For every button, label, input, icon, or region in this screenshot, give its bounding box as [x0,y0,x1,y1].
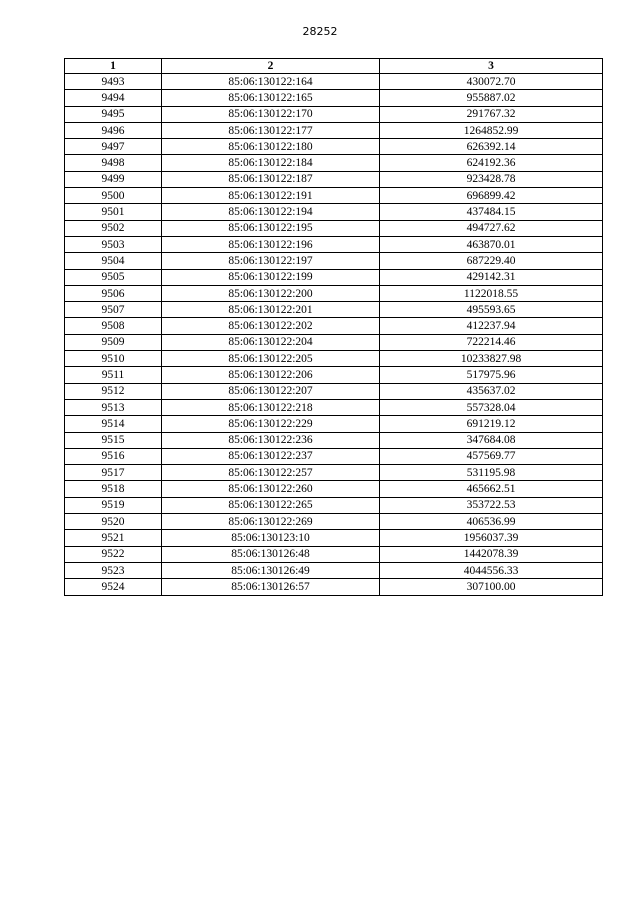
value-cell: 429142.31 [380,269,603,285]
table-row [65,90,603,106]
row-number-cell: 9523 [65,562,162,578]
value-cell: 696899.42 [380,188,603,204]
cadastral-number-cell: 85:06:130122:237 [162,448,380,464]
value-cell: 691219.12 [380,416,603,432]
table-row [65,351,603,367]
row-number-cell: 9516 [65,448,162,464]
row-number-cell: 9518 [65,481,162,497]
value-cell: 687229.40 [380,253,603,269]
row-number-cell: 9497 [65,139,162,155]
value-cell: 531195.98 [380,465,603,481]
cadastral-number-cell: 85:06:130122:260 [162,481,380,497]
cadastral-number-cell: 85:06:130122:184 [162,155,380,171]
row-number-cell: 9510 [65,351,162,367]
value-cell: 517975.96 [380,367,603,383]
table-row [65,530,603,546]
cadastral-number-cell: 85:06:130122:202 [162,318,380,334]
table-row [65,106,603,122]
value-cell: 435637.02 [380,383,603,399]
cadastral-number-cell: 85:06:130122:236 [162,432,380,448]
table-row [65,546,603,562]
cadastral-number-cell: 85:06:130122:197 [162,253,380,269]
cadastral-number-cell: 85:06:130122:170 [162,106,380,122]
table-row [65,269,603,285]
cadastral-number-cell: 85:06:130122:180 [162,139,380,155]
cadastral-number-cell: 85:06:130123:10 [162,530,380,546]
table-body [65,74,603,596]
cadastral-number-cell: 85:06:130122:269 [162,514,380,530]
row-number-cell: 9501 [65,204,162,220]
value-cell: 465662.51 [380,481,603,497]
table-row [65,367,603,383]
table-row [65,579,603,595]
table-row [65,383,603,399]
value-cell: 437484.15 [380,204,603,220]
row-number-cell: 9508 [65,318,162,334]
value-cell: 307100.00 [380,579,603,595]
cadastral-number-cell: 85:06:130122:199 [162,269,380,285]
value-cell: 353722.53 [380,497,603,513]
row-number-cell: 9507 [65,302,162,318]
table-row [65,236,603,252]
value-cell: 291767.32 [380,106,603,122]
cadastral-number-cell: 85:06:130122:206 [162,367,380,383]
value-cell: 347684.08 [380,432,603,448]
table-row [65,220,603,236]
table-row [65,334,603,350]
row-number-cell: 9504 [65,253,162,269]
table-row [65,171,603,187]
value-cell: 626392.14 [380,139,603,155]
row-number-cell: 9499 [65,171,162,187]
row-number-cell: 9503 [65,236,162,252]
table-row [65,318,603,334]
cadastral-number-cell: 85:06:130122:257 [162,465,380,481]
cadastral-number-cell: 85:06:130122:191 [162,188,380,204]
cadastral-number-cell: 85:06:130126:48 [162,546,380,562]
cadastral-number-cell: 85:06:130122:196 [162,236,380,252]
table-row [65,204,603,220]
column-header-2: 2 [162,59,380,74]
table-row [65,155,603,171]
value-cell: 624192.36 [380,155,603,171]
table-row [65,139,603,155]
cadastral-number-cell: 85:06:130122:194 [162,204,380,220]
value-cell: 10233827.98 [380,351,603,367]
row-number-cell: 9509 [65,334,162,350]
cadastral-number-cell: 85:06:130122:207 [162,383,380,399]
value-cell: 494727.62 [380,220,603,236]
value-cell: 1122018.55 [380,285,603,301]
table-row [65,497,603,513]
cadastral-number-cell: 85:06:130122:265 [162,497,380,513]
page-number: 28252 [302,25,338,38]
value-cell: 4044556.33 [380,562,603,578]
value-cell: 430072.70 [380,74,603,90]
cadastral-number-cell: 85:06:130126:57 [162,579,380,595]
value-cell: 923428.78 [380,171,603,187]
row-number-cell: 9493 [65,74,162,90]
cadastral-number-cell: 85:06:130122:164 [162,74,380,90]
table-row [65,465,603,481]
header-row [65,59,603,74]
table-row [65,285,603,301]
row-number-cell: 9515 [65,432,162,448]
table-header [65,59,603,74]
row-number-cell: 9520 [65,514,162,530]
column-header-1: 1 [65,59,162,74]
table-row [65,416,603,432]
cadastral-number-cell: 85:06:130122:195 [162,220,380,236]
value-cell: 955887.02 [380,90,603,106]
row-number-cell: 9512 [65,383,162,399]
cadastral-number-cell: 85:06:130122:187 [162,171,380,187]
row-number-cell: 9513 [65,399,162,415]
cadastral-number-cell: 85:06:130122:177 [162,122,380,138]
table-row [65,302,603,318]
row-number-cell: 9495 [65,106,162,122]
row-number-cell: 9524 [65,579,162,595]
row-number-cell: 9496 [65,122,162,138]
value-cell: 722214.46 [380,334,603,350]
cadastral-number-cell: 85:06:130122:201 [162,302,380,318]
value-cell: 1264852.99 [380,122,603,138]
cadastral-number-cell: 85:06:130122:200 [162,285,380,301]
value-cell: 406536.99 [380,514,603,530]
value-cell: 1956037.39 [380,530,603,546]
table-row [65,188,603,204]
value-cell: 1442078.39 [380,546,603,562]
column-header-3: 3 [380,59,603,74]
row-number-cell: 9521 [65,530,162,546]
table-row [65,432,603,448]
value-cell: 557328.04 [380,399,603,415]
table-row [65,514,603,530]
table-row [65,122,603,138]
table-row [65,74,603,90]
cadastral-value-table [64,58,603,596]
value-cell: 463870.01 [380,236,603,252]
row-number-cell: 9506 [65,285,162,301]
row-number-cell: 9502 [65,220,162,236]
cadastral-number-cell: 85:06:130122:165 [162,90,380,106]
row-number-cell: 9519 [65,497,162,513]
cadastral-number-cell: 85:06:130122:218 [162,399,380,415]
row-number-cell: 9511 [65,367,162,383]
row-number-cell: 9498 [65,155,162,171]
row-number-cell: 9505 [65,269,162,285]
cadastral-number-cell: 85:06:130122:229 [162,416,380,432]
table-row [65,562,603,578]
value-cell: 495593.65 [380,302,603,318]
cadastral-number-cell: 85:06:130122:205 [162,351,380,367]
table-row [65,481,603,497]
cadastral-number-cell: 85:06:130122:204 [162,334,380,350]
table-row [65,448,603,464]
table-row [65,253,603,269]
value-cell: 412237.94 [380,318,603,334]
row-number-cell: 9500 [65,188,162,204]
row-number-cell: 9517 [65,465,162,481]
value-cell: 457569.77 [380,448,603,464]
row-number-cell: 9514 [65,416,162,432]
table-row [65,399,603,415]
cadastral-number-cell: 85:06:130126:49 [162,562,380,578]
row-number-cell: 9494 [65,90,162,106]
row-number-cell: 9522 [65,546,162,562]
